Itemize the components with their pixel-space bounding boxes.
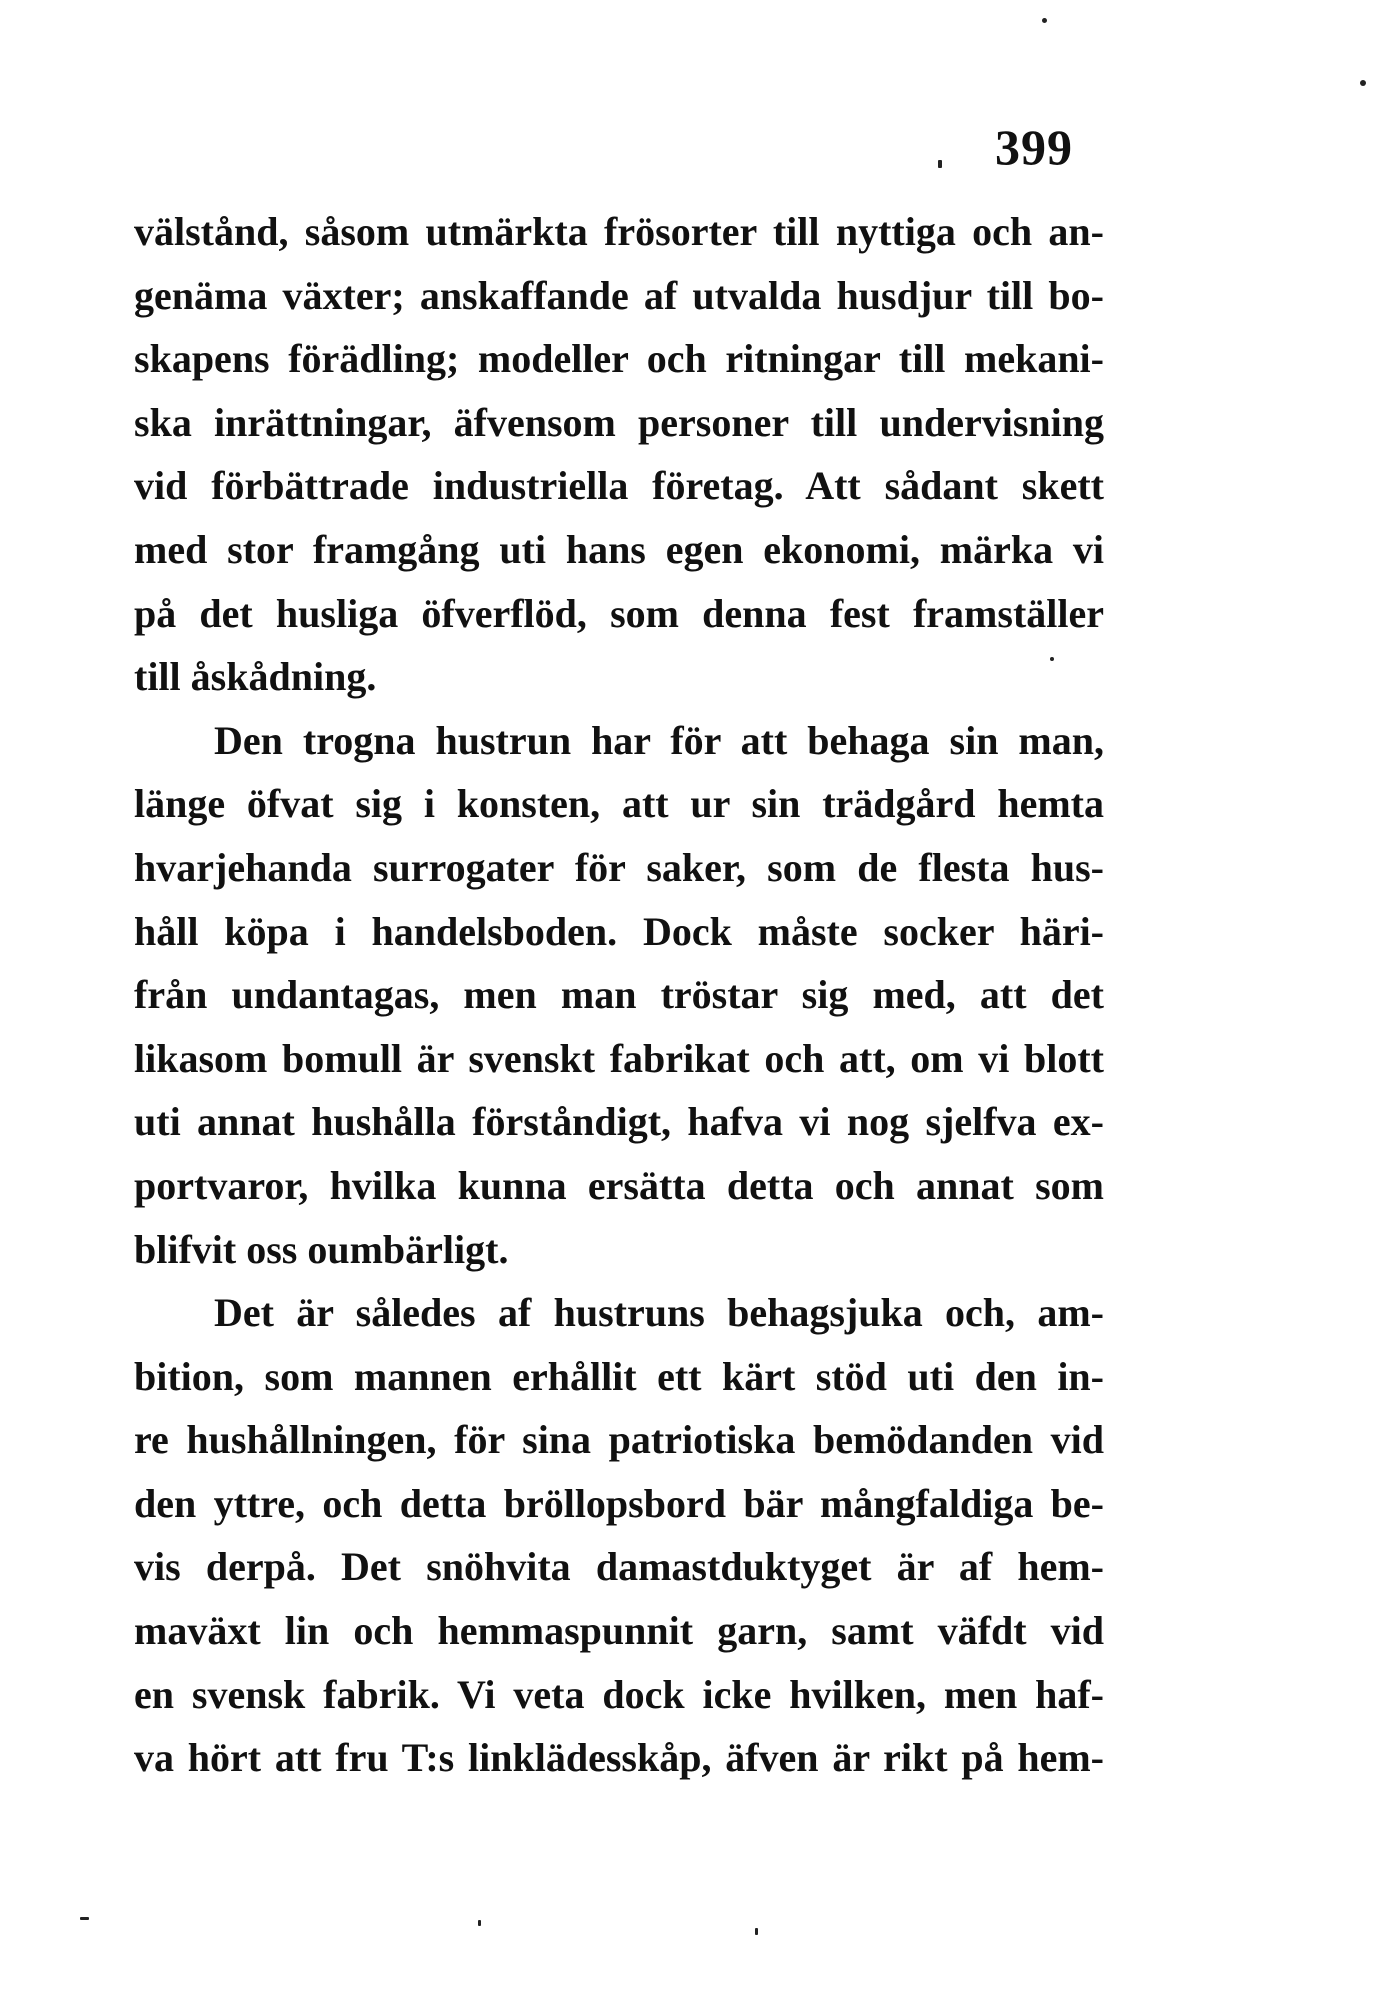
- text-line: hvarjehanda surrogater för saker, som de flesta hus-: [134, 844, 1104, 890]
- text-line: skapens förädling; modeller och ritningar till mekani-: [134, 336, 1104, 382]
- text-line: blifvit oss oumbärligt.: [134, 1226, 509, 1272]
- scan-speck: [755, 1928, 758, 1935]
- text-line: maväxt lin och hemmaspunnit garn, samt väfdt vid: [134, 1608, 1104, 1654]
- text-line: ska inrättningar, äfvensom personer till undervisning: [134, 399, 1104, 445]
- page-number: 399: [995, 119, 1073, 175]
- scan-speck: [1042, 18, 1047, 23]
- text-line: uti annat hushålla förståndigt, hafva vi nog sjelfva ex-: [134, 1099, 1104, 1145]
- text-line: Det är således af hustruns behagsjuka och, am-: [214, 1290, 1104, 1336]
- text-line: Den trogna hustrun har för att behaga sin man,: [214, 717, 1104, 763]
- text-line: håll köpa i handelsboden. Dock måste socker häri-: [134, 908, 1104, 954]
- text-line: till åskådning.: [134, 654, 377, 700]
- text-line: en svensk fabrik. Vi veta dock icke hvilken, men haf-: [134, 1671, 1104, 1717]
- scan-speck: [478, 1920, 481, 1926]
- scan-speck: [1360, 80, 1366, 86]
- text-line: bition, som mannen erhållit ett kärt stöd uti den in-: [134, 1353, 1104, 1399]
- scan-speck: [938, 160, 942, 168]
- text-line: va hört att fru T:s linklädesskåp, äfven är rikt på hem-: [134, 1735, 1104, 1781]
- text-line: länge öfvat sig i konsten, att ur sin trädgård hemta: [134, 781, 1104, 827]
- text-line: genäma växter; anskaffande af utvalda husdjur till bo-: [134, 272, 1104, 318]
- text-line: från undantagas, men man tröstar sig med, att det: [134, 972, 1104, 1018]
- text-line: den yttre, och detta bröllopsbord bär mångfaldiga be-: [134, 1480, 1104, 1526]
- scan-speck: [1050, 657, 1054, 661]
- body-text: [134, 200, 1104, 1790]
- text-line: portvaror, hvilka kunna ersätta detta och annat som: [134, 1162, 1104, 1208]
- text-line: likasom bomull är svenskt fabrikat och att, om vi blott: [134, 1035, 1104, 1081]
- text-line: välstånd, såsom utmärkta frösorter till nyttiga och an-: [134, 209, 1104, 254]
- text-line: re hushållningen, för sina patriotiska bemödanden vid: [134, 1417, 1104, 1463]
- text-line: på det husliga öfverflöd, som denna fest framställer: [134, 590, 1104, 636]
- text-line: vid förbättrade industriella företag. Att sådant skett: [134, 463, 1104, 509]
- scan-speck: [80, 1917, 89, 1920]
- text-line: vis derpå. Det snöhvita damastduktyget är af hem-: [134, 1544, 1104, 1590]
- text-line: med stor framgång uti hans egen ekonomi, märka vi: [134, 526, 1104, 572]
